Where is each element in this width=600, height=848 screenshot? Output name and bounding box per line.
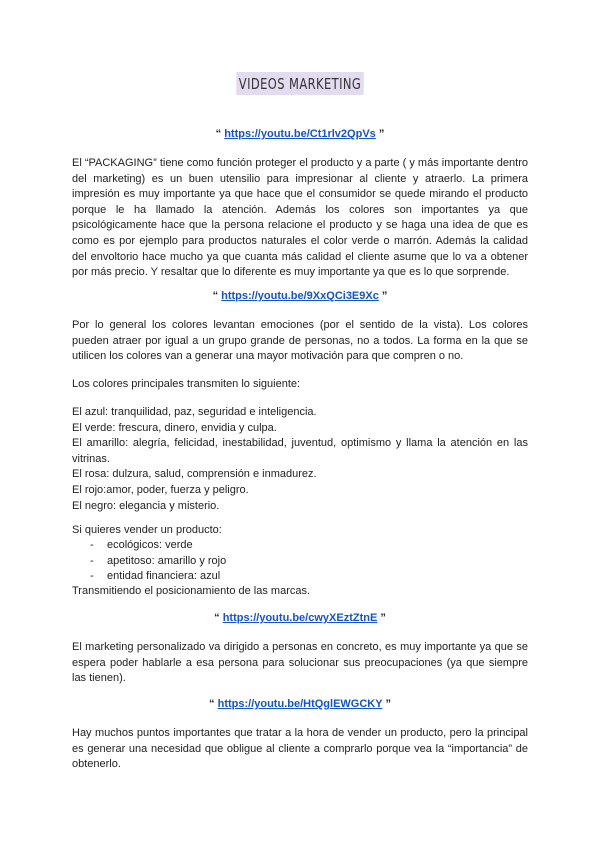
paragraph-personalized: El marketing personalizado va dirigido a personas en concreto, es muy importante ya que se espera poder hablarle a esa persona para solucionar sus preocupaciones (ya que siempre las tienen). [72, 641, 528, 685]
sell-intro-block [72, 523, 528, 539]
color-item-black: El negro: elegancia y misterio. [72, 499, 220, 512]
sell-item-ecologicos: ecológicos: verde [107, 539, 193, 551]
paragraph-packaging: El “PACKAGING” tiene como función proteger el producto y a parte ( y más importante dentro del marketing) es un buen utensilio para impresionar al cliente y atraerlo. La primera impresión es muy importante ya que hace que el consumidor se quede mirando el producto porque le ha llamado la atención. Además los colores son importantes ya que psicológicamente hace que la persona relacione el producto y se haga una idea de que es como es por ejemplo para productos naturales el color verde o marrón. Además la calidad del envoltorio hace mucho ya que cuanta más calidad el cliente asume que lo va a obtener por más precio. Y resaltar que lo diferente es muy importante ya que es lo que sorprende. [72, 157, 528, 279]
open-quote: “ [209, 698, 215, 710]
open-quote: “ [212, 290, 219, 302]
link-line-4 [0, 698, 600, 710]
sell-intro: Si quieres vender un producto: [72, 524, 222, 536]
colors-list [72, 405, 528, 514]
color-item-green: El verde: frescura, dinero, envidia y culpa. [72, 421, 277, 434]
link-line-1 [0, 128, 600, 140]
bullet-dash: - [90, 539, 94, 551]
close-quote: ” [381, 290, 388, 302]
close-quote: ” [385, 698, 391, 710]
color-item-red: El rojo:amor, poder, fuerza y peligro. [72, 483, 249, 496]
color-item-pink: El rosa: dulzura, salud, comprensión e inmadurez. [72, 468, 317, 481]
list-item [90, 569, 510, 585]
bullet-dash: - [90, 554, 94, 567]
paragraph-colors: Por lo general los colores levantan emociones (por el sentido de la vista). Los colores pueden atraer por igual a un grupo grande de personas, no a todos. La forma en la que se utilicen los colores van a generar una mayor motivación para que compren o no. [72, 319, 528, 363]
title-wrap [0, 72, 600, 95]
close-quote: ” [378, 128, 385, 140]
list-item [90, 554, 510, 570]
colors-intro-block [72, 377, 528, 393]
video-link-4[interactable]: https://youtu.be/HtQglEWGCKY [217, 698, 383, 710]
sell-item-financiera: entidad financiera: azul [107, 570, 221, 583]
paragraph-need: Hay muchos puntos importantes que tratar a la hora de vender un producto, pero la principal es generar una necesidad que obligue al cliente a comprarlo porque vea la “importancia” de obtenerlo. [72, 727, 528, 771]
color-item-yellow: El amarillo: alegría, felicidad, inestabilidad, juventud, optimismo y llama la atención en las vitrinas. [72, 437, 528, 465]
sell-outro: Transmitiendo el posicionamiento de las marcas. [72, 585, 311, 597]
bullet-dash: - [90, 570, 94, 583]
close-quote: ” [380, 612, 386, 624]
video-link-2[interactable]: https://youtu.be/9XxQCi3E9Xc [221, 290, 379, 302]
video-link-1[interactable]: https://youtu.be/Ct1rlv2QpVs [224, 128, 376, 140]
open-quote: “ [215, 128, 222, 140]
list-item [90, 538, 510, 554]
link-line-3 [0, 612, 600, 624]
video-link-3[interactable]: https://youtu.be/cwyXEztZtnE [222, 612, 378, 624]
sell-list [90, 538, 510, 585]
color-item-blue: El azul: tranquilidad, paz, seguridad e inteligencia. [72, 406, 317, 418]
link-line-2 [0, 290, 600, 302]
sell-outro-block [72, 584, 528, 600]
open-quote: “ [214, 612, 220, 624]
sell-item-apetitoso: apetitoso: amarillo y rojo [107, 554, 227, 567]
page-title: VIDEOS MARKETING [236, 72, 364, 95]
colors-intro: Los colores principales transmiten lo siguiente: [72, 378, 301, 390]
